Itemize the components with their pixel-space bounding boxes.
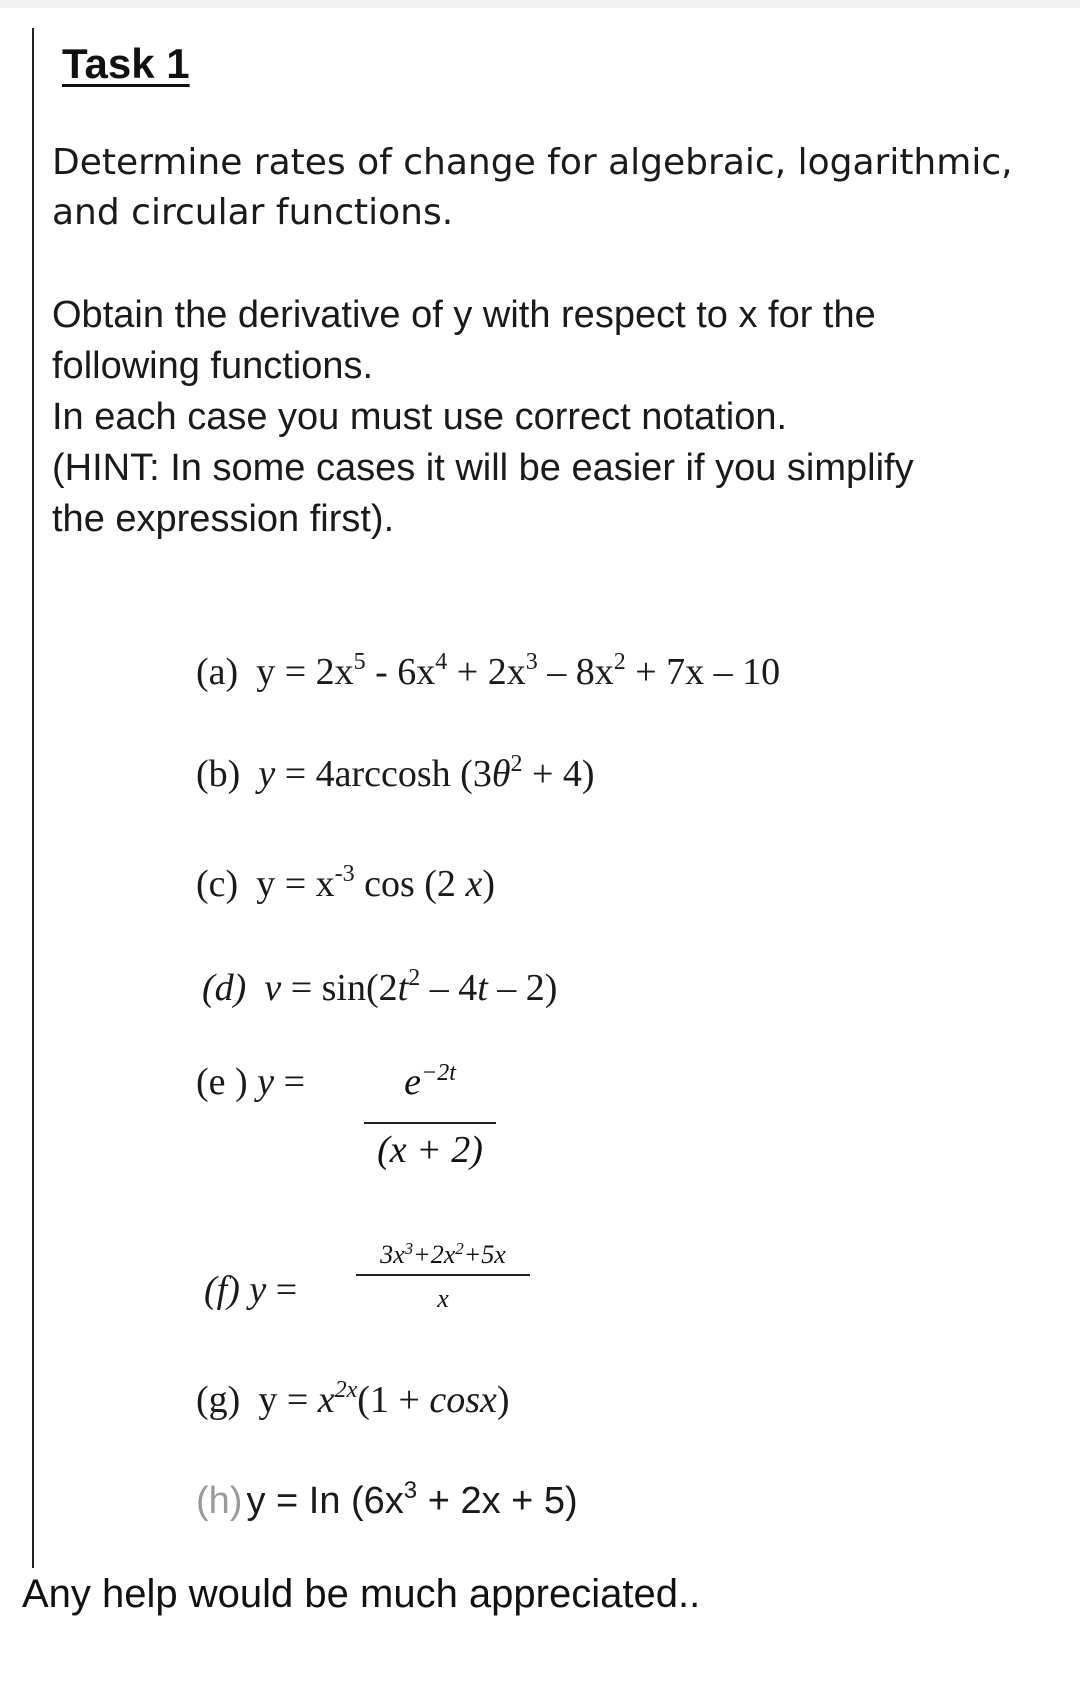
problem-d — [202, 966, 557, 1010]
exponent: 3 — [525, 649, 538, 675]
problem-b — [196, 752, 595, 796]
equation-variable: y — [258, 753, 276, 795]
equation-text: + 2x — [447, 651, 526, 693]
instruction-line: In each case you must use correct notation. — [52, 396, 788, 438]
left-margin-rule — [32, 28, 34, 1568]
problem-label: (c) — [196, 863, 239, 905]
exponent: 2 — [408, 965, 421, 991]
equation-variable: x — [465, 863, 483, 905]
problem-label: (g) — [196, 1379, 241, 1421]
exponent: 2x — [334, 1377, 358, 1403]
equation-variable: y — [249, 1269, 267, 1311]
exponent: 5 — [353, 649, 366, 675]
equation-text: = sin(2 — [281, 967, 398, 1009]
numerator-base: e — [404, 1061, 421, 1103]
problem-a — [196, 650, 780, 694]
equation-text: – 4 — [420, 967, 478, 1009]
fraction-bar — [364, 1122, 496, 1124]
instruction-paragraph — [52, 290, 1032, 545]
intro-line: and circular functions. — [52, 192, 454, 233]
equation-variable: t — [477, 967, 488, 1009]
exponent: 3 — [403, 1477, 418, 1504]
fraction-numerator — [364, 1060, 496, 1116]
instruction-line: following functions. — [52, 345, 374, 387]
problem-label: (a) — [196, 651, 239, 693]
fraction-bar — [356, 1274, 530, 1276]
equation-text: = — [274, 1061, 305, 1103]
equation-variable: θ — [491, 753, 511, 795]
exponent: 2 — [510, 751, 523, 777]
problem-label: (e ) — [196, 1061, 248, 1103]
equation-text: ) — [482, 863, 495, 905]
fraction-denominator: (x + 2) — [377, 1129, 483, 1171]
equation-text: + 4) — [522, 753, 595, 795]
intro-line: Determine rates of change for algebraic, logarithmic, — [52, 142, 1013, 183]
numerator-term: +2x — [413, 1240, 456, 1269]
equation-text: = 4arccosh (3 — [275, 753, 492, 795]
fraction-numerator — [356, 1240, 530, 1270]
problem-f — [204, 1268, 297, 1312]
top-divider — [0, 0, 1080, 8]
intro-paragraph — [52, 138, 1052, 238]
problem-label: (b) — [196, 753, 241, 795]
equation-variable: cosx — [429, 1379, 497, 1421]
equation-text: + 7x – 10 — [625, 651, 781, 693]
equation-text: ) — [496, 1379, 510, 1421]
exponent: 2 — [455, 1239, 464, 1258]
equation-text: + 2x + 5) — [417, 1480, 578, 1522]
fraction-f — [356, 1240, 530, 1314]
problem-e — [196, 1060, 305, 1104]
problem-label: (d) — [202, 967, 247, 1009]
equation-text: - 6x — [365, 651, 436, 693]
equation-text: = — [266, 1269, 298, 1311]
problem-label: (h) — [196, 1480, 243, 1522]
fraction-e — [364, 1060, 496, 1172]
equation-text: – 2) — [487, 967, 558, 1009]
instruction-line: Obtain the derivative of y with respect to x for the — [52, 294, 876, 336]
exponent: 2 — [613, 649, 626, 675]
numerator-term: +5x — [463, 1240, 506, 1269]
problem-label: (f) — [204, 1269, 240, 1311]
problem-h — [196, 1477, 578, 1523]
numerator-term: 3x — [380, 1240, 405, 1269]
equation-variable: y — [257, 1061, 275, 1103]
help-request-text: Any help would be much appreciated.. — [22, 1572, 701, 1616]
exponent: 3 — [404, 1239, 414, 1258]
equation-text: – 8x — [537, 651, 614, 693]
problem-g — [196, 1378, 510, 1422]
equation-text: y = In (6x — [246, 1480, 404, 1522]
equation-variable: x — [317, 1379, 335, 1421]
equation-text: y = x — [256, 863, 335, 905]
exponent: -3 — [334, 861, 355, 887]
equation-text: y = — [258, 1379, 318, 1421]
problem-c — [196, 862, 495, 906]
equation-text: cos (2 — [354, 863, 466, 905]
equation-text: y = 2x — [256, 651, 354, 693]
instruction-line: the expression first). — [52, 498, 395, 540]
equation-variable: t — [397, 967, 409, 1009]
fraction-denominator: x — [437, 1284, 449, 1313]
equation-variable: v — [264, 967, 282, 1009]
equation-text: (1 + — [357, 1379, 430, 1421]
exponent: 4 — [435, 649, 448, 675]
instruction-line: (HINT: In some cases it will be easier if you simplify — [52, 447, 914, 489]
task-title: Task 1 — [62, 40, 190, 87]
exponent: −2t — [421, 1060, 456, 1086]
